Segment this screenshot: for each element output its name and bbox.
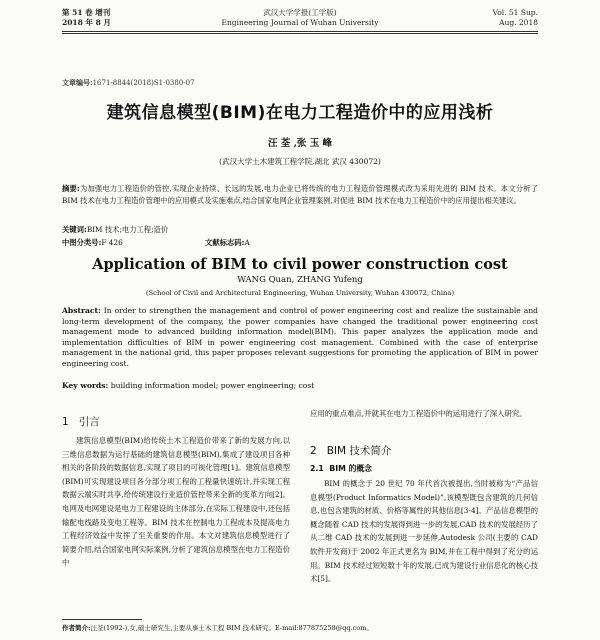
authors-en: WANG Quan, ZHANG Yufeng (237, 275, 363, 285)
journal-name-cn: 武汉大学学报(工学版) (263, 8, 337, 17)
abstract-cn-label: 摘要: (62, 184, 80, 193)
title-en: Application of BIM to civil power construction cost (92, 256, 508, 273)
article-number (62, 78, 195, 88)
article-number-label: 文章编号: (62, 78, 93, 87)
section-1-continuation: 应用的重点难点,并就其在电力工程造价中的运用进行了深入研究。 (310, 409, 527, 418)
cls-value: F 426 (101, 238, 123, 247)
cls-label: 中图分类号: (62, 238, 102, 247)
abstract-en-label: Abstract: (62, 306, 101, 315)
affiliation-en: (School of Civil and Architectural Engineering, Wuhan University, Wuhan 430072, China) (145, 289, 455, 297)
header-rule (62, 31, 538, 32)
subsection-2-1-title: BIM 的概念 (329, 464, 372, 473)
author-footnote (62, 623, 373, 632)
date-line: 2018 年 8 月 (62, 18, 111, 27)
authors-cn: 汪 荃 ,张 玉 峰 (267, 138, 333, 149)
abstract-en (62, 306, 538, 370)
section-1-title: 引言 (78, 416, 100, 428)
subsection-2-1-heading (310, 463, 372, 474)
abstract-cn-text: 为加强电力工程造价的管控,实现企业持续、长远的发展,电力企业已将传统的电力工程造价管理模式改为采用先进的 BIM 技术。本文分析了 BIM 技术在电力工程造价管理中的应用模式及实施难点,结合国家电网企业管理案例,对促进 BIM 技术在电力工程造价中的应用提出相关建议。 (62, 184, 538, 205)
keywords-en (62, 381, 314, 390)
keywords-cn-label: 关键词: (62, 225, 87, 234)
header-rule-2 (62, 33, 538, 34)
article-number-value: 1671-8844(2018)S1-0380-07 (92, 79, 195, 87)
volume-line-en: Vol. 51 Sup. (492, 8, 538, 17)
footnote-text: 汪荃(1992-),女,硕士研究生,主要从事土木工程 BIM 技术研究。E-mail:877875258@qq.com。 (90, 624, 373, 632)
section-2-title: BIM 技术简介 (326, 445, 392, 457)
classification (62, 238, 330, 248)
date-line-en: Aug. 2018 (499, 18, 538, 27)
journal-volume-en (493, 8, 539, 28)
keywords-en-label: Key words: (62, 381, 109, 390)
volume-line: 第 51 卷 增刊 (62, 8, 111, 17)
subsection-2-1-paragraph: BIM 的概念于 20 世纪 70 年代首次被提出,当时被称为“产品信息模型(Product Informatics Model)”,该模型既包含建筑的几何信息,也包含建筑的材质、价格等属性的其他信息[3-4]。产品信息模型的概念随着 CAD 技术的发展得到进一步的发展,CAD 技术的发展经历了从二维 CAD 技术的发展到进一步延伸,Autodesk 公司(主要的 CAD 软件开发商)于 2002 年正式更名为 BIM,并在工程中得到了充分的运用。BIM 技术经过短短数十年的发展,已成为建设行业信息化的核心技术[5]。 (310, 479, 539, 584)
abstract-en-text: In order to strengthen the management and control of power engineering cost and realize the sustainable and long-term development of the company, the power companies have changed the traditional power engineering cost management mode to advanced building information model(BIM). This paper analyzes the application mode and implementation difficulties of BIM in power engineering cost management. Combined with the case of enterprise management in the national grid, this paper proposes relevant suggestions for promoting the application of BIM in power engineering cost. (62, 306, 538, 368)
keywords-en-text: building information model; power engineering; cost (110, 381, 315, 390)
section-1-heading (62, 414, 100, 429)
affiliation-cn: (武汉大学土木建筑工程学院,湖北 武汉 430072) (219, 157, 381, 166)
abstract-cn (62, 183, 538, 207)
footnote-rule (62, 619, 142, 620)
section-2-number: 2 (310, 445, 317, 457)
title-cn: 建筑信息模型(BIM)在电力工程造价中的应用浅析 (106, 103, 494, 123)
subsection-2-1-number: 2.1 (310, 464, 324, 473)
section-2-heading (310, 443, 391, 458)
section-1-paragraph: 建筑信息模型(BIM)给传统土木工程造价带来了新的发展方向,以三维信息数据为运行基础的建筑信息模型(BIM),集成了建设项目各种相关的各阶段的数据信息,实现了项目的可视化管理[1]。建筑信息模型(BIM)可实现建设项目各分部分项工程的工程量快速统计,并实现工程数据云端实时共享,给传统建设行业造价管控带来全新的变革方向[2]。电网及电网建设是电力工程建设的主体部分,在实际工程建设中,还包括输配电线路及变电工程等。BIM 技术在控制电力工程成本及提高电力工程经济效益中发挥了至关重要的作用。本文对建筑信息模型进行了简要介绍,结合国家电网实际案例,分析了建筑信息模型在电力工程造价中 (62, 436, 290, 568)
keywords-cn (62, 225, 168, 235)
keywords-cn-text: BIM 技术;电力工程;造价 (86, 225, 169, 234)
section-1-number: 1 (62, 416, 69, 428)
journal-name-en: Engineering Journal of Wuhan University (221, 18, 379, 27)
code-label: 文献标志码: (205, 238, 245, 247)
footnote-label: 作者简介: (62, 624, 91, 632)
code-value: A (244, 238, 250, 247)
